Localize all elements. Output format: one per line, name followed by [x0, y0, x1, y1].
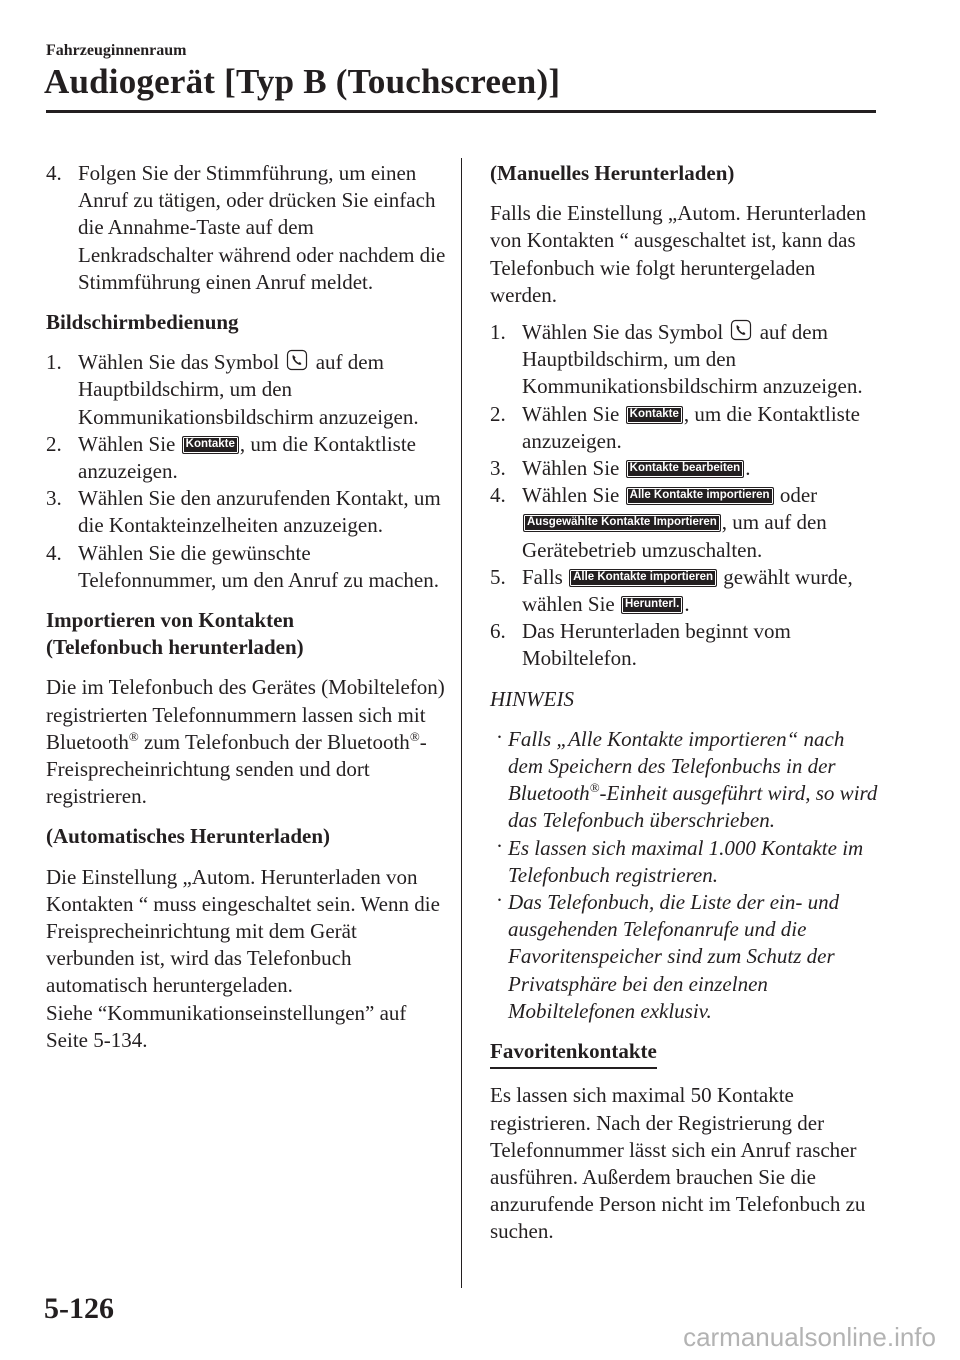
bullet-text: Das Telefonbuch, die Liste der ein- und ausgehenden Telefonanrufe und die Favoritenspeicher sind zum Schutz der Privatsphäre bei den einzelnen Mobiltelefonen exklusiv.: [508, 890, 840, 1023]
favorites-text: Es lassen sich maximal 50 Kontakte registrieren. Nach der Registrierung der Telefonnummer lässt sich ein Anruf rascher ausführen. Außerdem brauchen Sie die anzurufende Person nicht im Telefonbuch zu suchen.: [490, 1083, 866, 1244]
bullet-text: Es lassen sich maximal 1.000 Kontakte im Telefonbuch registrieren.: [508, 835, 864, 887]
step-number: 4.: [46, 161, 62, 185]
heading-bildschirmbedienung: Bildschirmbedienung: [46, 310, 239, 335]
step-text: Wählen Sie das Symbol: [78, 350, 280, 375]
step-text: Folgen Sie der Stimmführung, um einen Anruf zu tätigen, oder drücken Sie einfach die Annahme-Taste auf dem Lenkradschalter während oder nachdem die Stimmführung einen Anruf meldet.: [78, 161, 446, 294]
step-text: , um auf den Gerätebetrieb umzuschalten.: [522, 510, 827, 562]
cross-reference: Siehe “Kommunikationseinstellungen” auf Seite 5-134.: [46, 1000, 407, 1052]
step-number: 2.: [46, 431, 62, 456]
step-number: 3.: [490, 456, 506, 481]
step-text: oder: [779, 483, 818, 508]
import-paragraph: [46, 674, 446, 810]
import-text-3: -Freisprecheinrichtung senden und dort registrieren.: [46, 729, 427, 809]
hinweis-bullet: [490, 889, 880, 1025]
step-text: Wählen Sie: [522, 483, 620, 508]
step-2: [46, 431, 446, 485]
kontakte-button: Kontakte: [182, 436, 239, 454]
step-text: auf dem Hauptbildschirm, um den Kommunikationsbildschirm anzuzeigen.: [78, 350, 419, 429]
step-text: , um die Kontaktliste anzuzeigen.: [522, 401, 860, 453]
step-4: [490, 482, 880, 564]
section-label: Fahrzeuginnenraum: [46, 42, 187, 59]
heading-import-sub: (Telefonbuch herunterladen): [46, 635, 304, 660]
registered-mark: ®: [589, 780, 600, 796]
hinweis-bullet: [490, 835, 880, 889]
import-text-1: Die im Telefonbuch des Gerätes (Mobiltelefon) registrierten Telefonnummern lassen sich mit Bluetooth: [46, 675, 445, 754]
bullet-text: Falls „Alle Kontakte importieren“ nach dem Speichern des Telefonbuchs in der Bluetooth: [508, 726, 845, 806]
step-number: 1.: [490, 320, 506, 345]
step-text: gewählt wurde, wählen Sie: [522, 564, 853, 617]
step-text: Wählen Sie: [522, 401, 620, 426]
step-number: 4.: [490, 483, 506, 508]
ausgewaehlte-kontakte-importieren-button: Ausgewählte Kontakte Importieren: [523, 514, 721, 532]
watermark: carmanualsonline.info: [683, 1322, 936, 1352]
step-5: [490, 564, 880, 618]
step-4: [46, 160, 446, 296]
step-3: [490, 455, 880, 482]
page-number: 5-126: [44, 1292, 114, 1325]
step-number: 2.: [490, 401, 506, 426]
hinweis-bullet: [490, 726, 880, 835]
kontakte-bearbeiten-button: Kontakte bearbeiten: [626, 460, 745, 478]
herunterladen-button: Herunterl.: [621, 596, 683, 614]
import-text-2: zum Telefonbuch der Bluetooth: [138, 729, 410, 754]
alle-kontakte-importieren-button: Alle Kontakte importieren: [626, 487, 774, 505]
step-text: Wählen Sie das Symbol: [522, 320, 724, 345]
bullet-dot-icon: ·: [496, 833, 503, 858]
step-text: Falls: [522, 564, 563, 589]
bullet-dot-icon: ·: [496, 724, 503, 749]
kontakte-button: Kontakte: [626, 406, 683, 424]
step-text: Wählen Sie die gewünschte Telefonnummer, um den Anruf zu machen.: [78, 540, 439, 592]
heading-favoritenkontakte: Favoritenkontakte: [490, 1038, 657, 1069]
step-text: Wählen Sie: [522, 456, 620, 481]
right-column: [490, 160, 880, 1246]
bullet-dot-icon: ·: [496, 888, 503, 913]
registered-mark: ®: [128, 728, 139, 744]
heading-auto-download: (Automatisches Herunterladen): [46, 824, 331, 849]
step-number: 4.: [46, 540, 62, 565]
registered-mark: ®: [409, 728, 420, 744]
step-number: 3.: [46, 486, 62, 511]
phone-icon: [730, 319, 752, 341]
bullet-text: -Einheit ausgeführt wird, so wird das Telefonbuch überschrieben.: [508, 781, 878, 833]
step-6: [490, 618, 880, 672]
title-rule: [46, 110, 876, 113]
column-divider: [461, 158, 462, 1288]
step-text: , um die Kontaktliste anzuzeigen.: [78, 431, 416, 484]
manual-intro: Falls die Einstellung „Autom. Herunterladen von Kontakten “ ausgeschaltet ist, kann das Telefonbuch wie folgt heruntergeladen werden.: [490, 201, 867, 307]
step-4b: [46, 540, 446, 594]
step-1: [46, 349, 446, 431]
hinweis-title: HINWEIS: [490, 686, 574, 711]
phone-icon: [286, 349, 308, 371]
heading-manual-download: (Manuelles Herunterladen): [490, 161, 735, 185]
step-1: [490, 319, 880, 401]
step-2: [490, 401, 880, 455]
heading-import: Importieren von Kontakten: [46, 608, 295, 633]
step-number: 1.: [46, 350, 62, 375]
step-number: 5.: [490, 564, 506, 589]
step-text: Wählen Sie den anzurufenden Kontakt, um die Kontakteinzelheiten anzuzeigen.: [78, 486, 441, 538]
page-title: Audiogerät [Typ B (Touchscreen)]: [44, 62, 561, 101]
step-text: Das Herunterladen beginnt vom Mobiltelefon.: [522, 619, 791, 671]
step-text: auf dem Hauptbildschirm, um den Kommunikationsbildschirm anzuzeigen.: [522, 320, 863, 399]
step-number: 6.: [490, 619, 506, 644]
step-3: [46, 485, 446, 539]
left-column: [46, 160, 446, 1054]
step-text: .: [745, 456, 751, 481]
step-text: Wählen Sie: [78, 431, 176, 456]
auto-download-text: Die Einstellung „Autom. Herunterladen von Kontakten “ muss eingeschaltet sein. Wenn die Freisprecheinrichtung mit dem Gerät verbunden ist, wird das Telefonbuch automatisch heruntergeladen.: [46, 864, 440, 998]
alle-kontakte-importieren-button: Alle Kontakte importieren: [569, 569, 717, 587]
step-text: .: [684, 592, 690, 617]
